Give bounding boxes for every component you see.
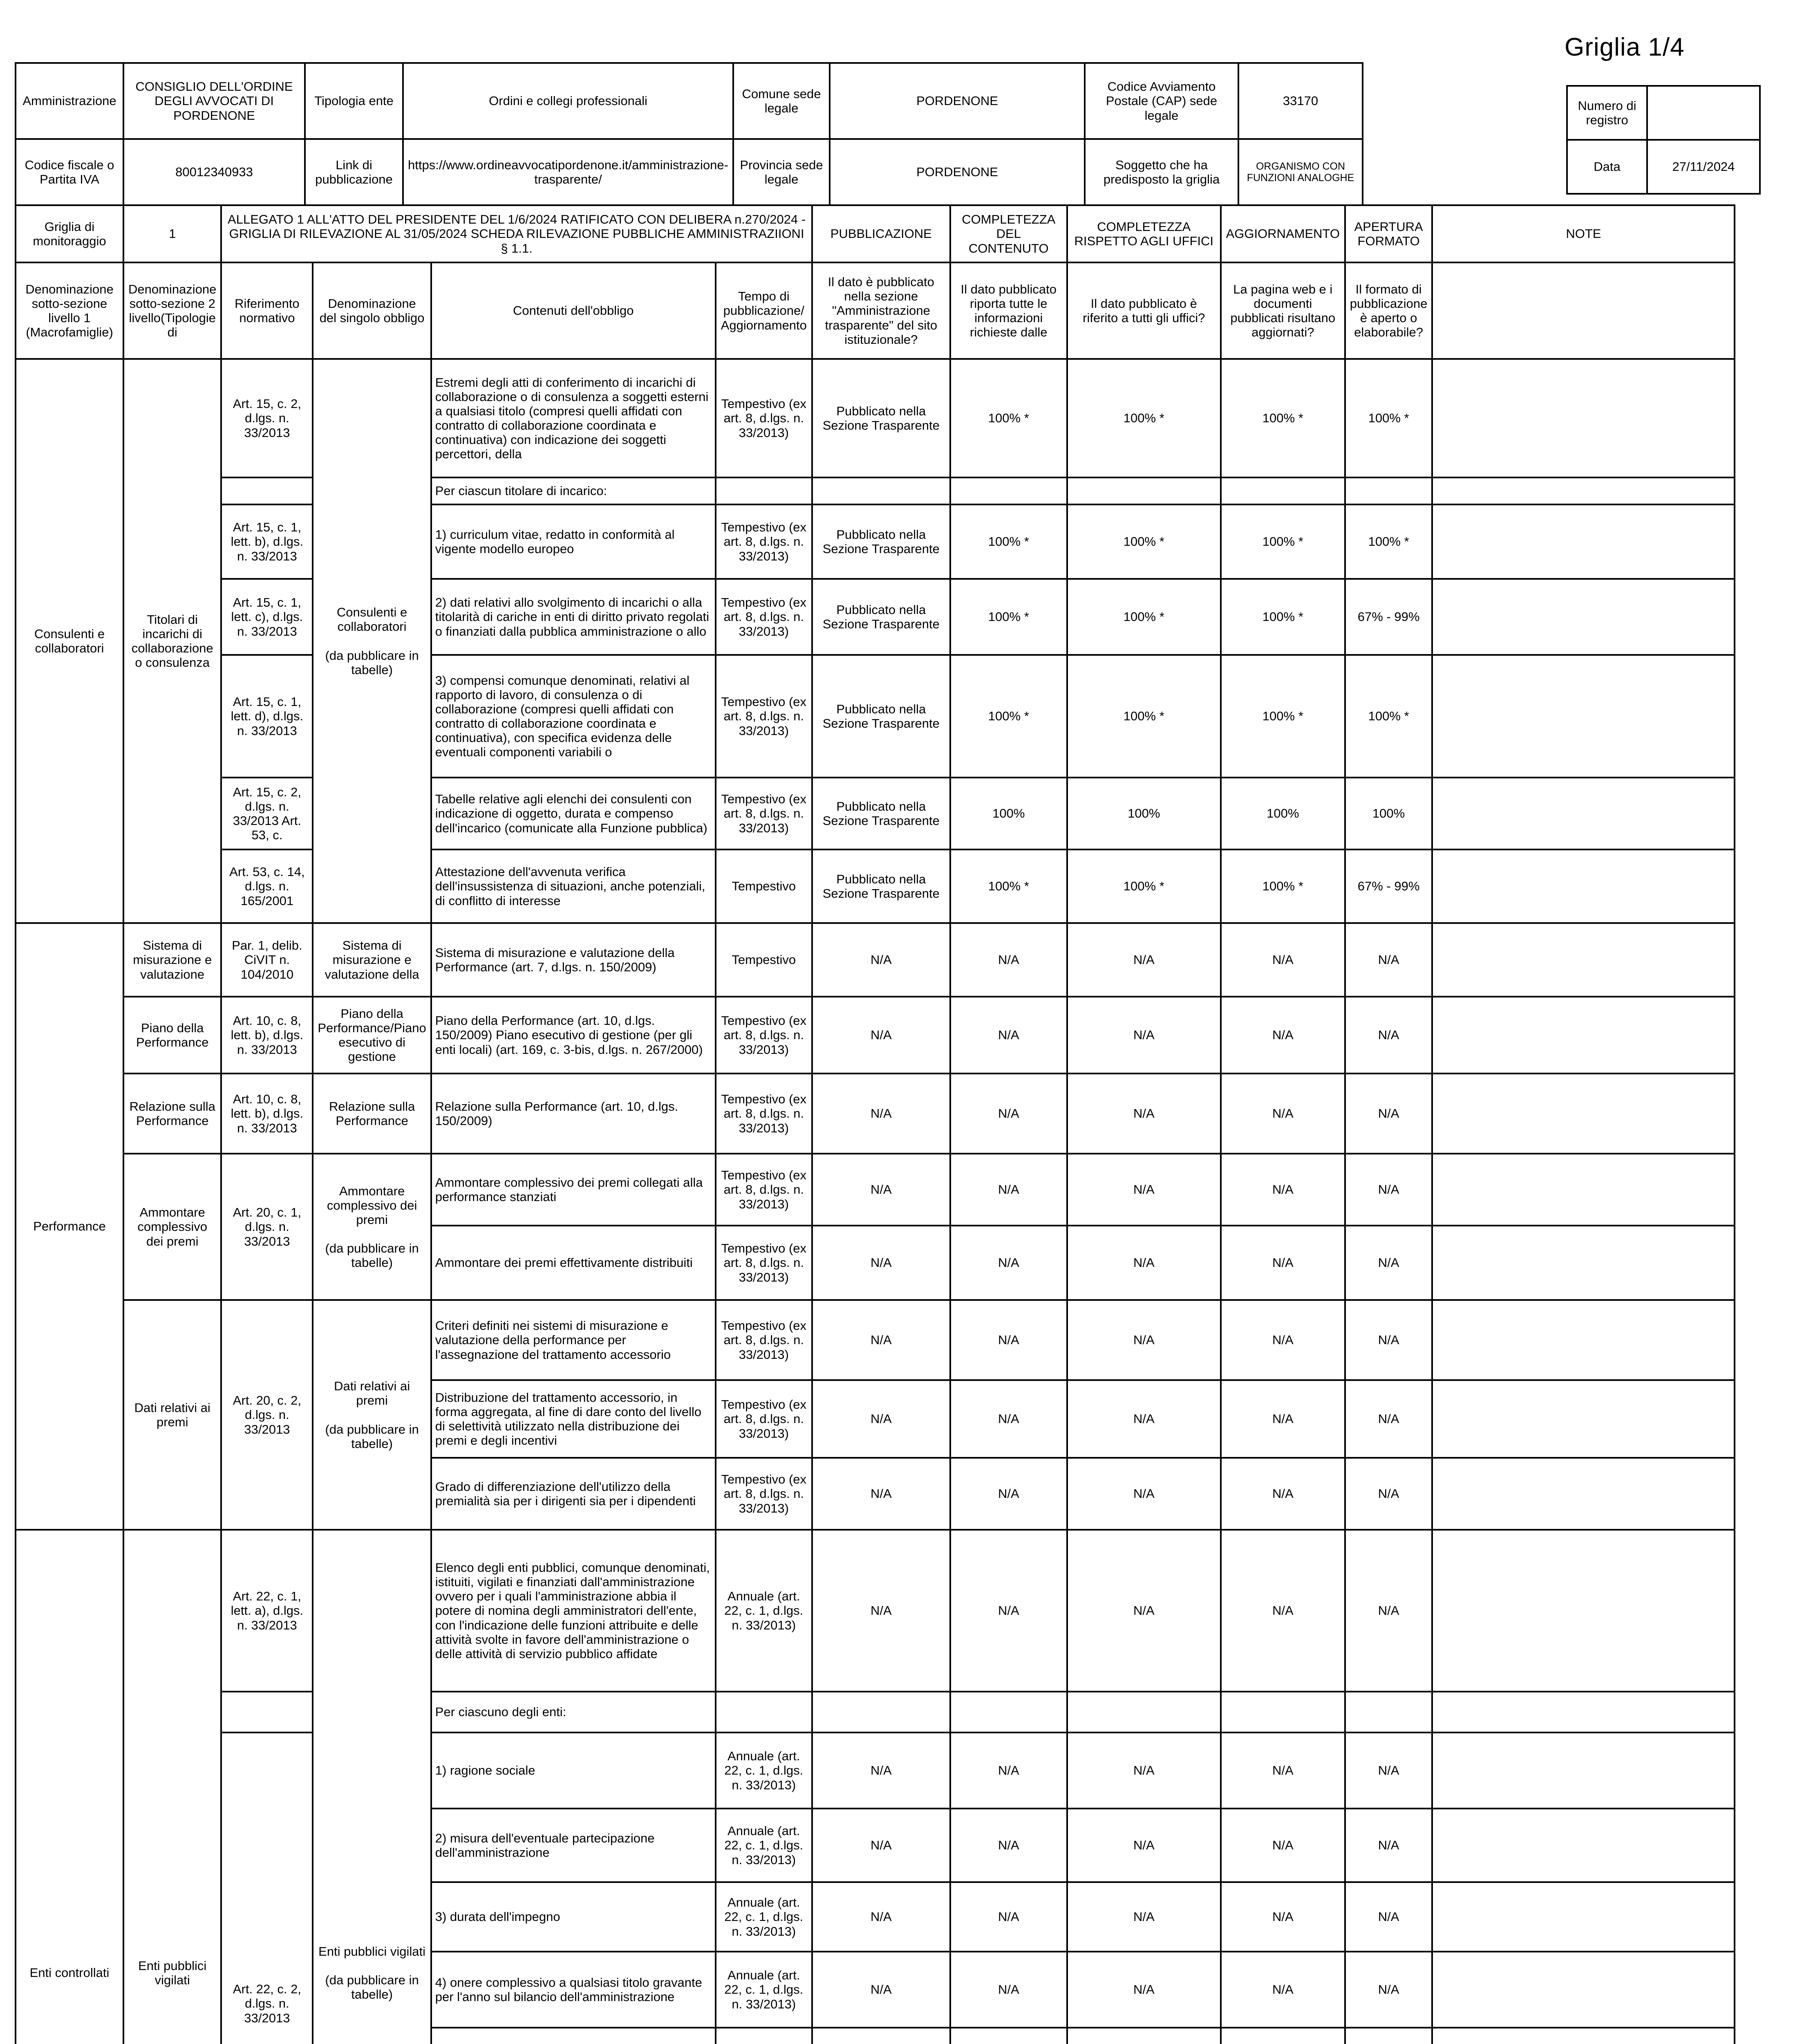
reference-cell: Art. 10, c. 8, lett. b), d.lgs. n. 33/2013 <box>221 997 313 1074</box>
tempo-cell: Tempestivo (ex art. 8, d.lgs. n. 33/2013) <box>716 359 812 477</box>
uffici-cell <box>1067 1692 1221 1732</box>
completezza-contenuto-header: COMPLETEZZA DEL CONTENUTO <box>950 205 1067 262</box>
tempo-cell: Tempestivo (ex art. 8, d.lgs. n. 33/2013) <box>716 655 812 778</box>
completezza-cell: N/A <box>950 1952 1067 2028</box>
note-cell <box>1432 997 1735 1074</box>
table-row <box>16 504 1735 579</box>
amministrazione-value: CONSIGLIO DELL'ORDINE DEGLI AVVOCATI DI PORDENONE <box>123 63 305 139</box>
table-row <box>16 997 1735 1074</box>
uffici-cell: 100% * <box>1067 849 1221 923</box>
tipologia-value: Ordini e collegi professionali <box>403 63 733 139</box>
note-cell <box>1432 1154 1735 1226</box>
formato-cell: N/A <box>1345 1458 1433 1530</box>
formato-cell: 67% - 99% <box>1345 579 1433 655</box>
aggiornamento-cell: N/A <box>1221 923 1345 997</box>
col-tempo-header: Tempo di pubblicazione/ Aggiornamento <box>716 262 812 359</box>
group-level2-cell: Relazione sulla Performance <box>123 1074 221 1154</box>
pubblicazione-cell: N/A <box>812 1226 950 1300</box>
col-liv2-header: Denominazione sotto-sezione 2 livello(Tipologie di <box>123 262 221 359</box>
completezza-cell: N/A <box>950 923 1067 997</box>
pubblicazione-cell: N/A <box>812 1074 950 1154</box>
group-level2-cell: Enti pubblici vigilati <box>123 1530 221 2044</box>
tempo-cell: Annuale (art. 22, c. 1, d.lgs. n. 33/2013) <box>716 1530 812 1692</box>
table-row <box>16 923 1735 997</box>
completezza-cell: N/A <box>950 1226 1067 1300</box>
uffici-cell: N/A <box>1067 1458 1221 1530</box>
pubblicazione-cell: N/A <box>812 1732 950 1809</box>
completezza-cell: 100% <box>950 778 1067 849</box>
link-label: Link di pubblicazione <box>305 139 403 205</box>
uffici-cell: 100% * <box>1067 504 1221 579</box>
completezza-cell: N/A <box>950 1809 1067 1882</box>
table-row <box>16 359 1735 477</box>
formato-cell <box>1345 1692 1433 1732</box>
aggiornamento-cell: N/A <box>1221 1154 1345 1226</box>
content-cell: Estremi degli atti di conferimento di incarichi di collaborazione o di consulenza a soggetti esterni a qualsiasi titolo (compresi quelli affidati con contratto di collaborazione coordinata e continuativa) con indicazione dei soggetti percettori, della <box>431 359 716 477</box>
note-cell <box>1432 1074 1735 1154</box>
provincia-value: PORDENONE <box>830 139 1085 205</box>
uffici-cell: N/A <box>1067 1530 1221 1692</box>
group-level1-cell: Performance <box>16 923 123 1530</box>
tempo-cell: Annuale (art. 22, c. 1, d.lgs. n. 33/2013) <box>716 1882 812 1952</box>
note-cell <box>1432 1226 1735 1300</box>
note-cell <box>1432 1882 1735 1952</box>
pubblicazione-cell: N/A <box>812 997 950 1074</box>
pubblicazione-cell: Pubblicato nella Sezione Trasparente <box>812 504 950 579</box>
note-cell <box>1432 1952 1735 2028</box>
aggiornamento-cell: N/A <box>1221 1882 1345 1952</box>
pubblicazione-cell: Pubblicato nella Sezione Trasparente <box>812 849 950 923</box>
pubblicazione-cell <box>812 477 950 504</box>
note-cell <box>1432 923 1735 997</box>
pubblicazione-cell: N/A <box>812 1380 950 1458</box>
table-row <box>16 778 1735 849</box>
registro-label: Numero di registro <box>1567 86 1647 140</box>
completezza-cell: N/A <box>950 1530 1067 1692</box>
reference-cell: Art. 22, c. 2, d.lgs. n. 33/2013 <box>221 1732 313 2044</box>
group-level2-cell: Dati relativi ai premi <box>123 1300 221 1530</box>
registro-value <box>1647 86 1760 140</box>
completezza-cell: N/A <box>950 1154 1067 1226</box>
note-cell <box>1432 1692 1735 1732</box>
aggiornamento-cell: N/A <box>1221 1530 1345 1692</box>
tempo-cell: Tempestivo (ex art. 8, d.lgs. n. 33/2013) <box>716 1074 812 1154</box>
formato-cell: N/A <box>1345 1530 1433 1692</box>
uffici-cell: N/A <box>1067 1226 1221 1300</box>
note-header: NOTE <box>1432 205 1735 262</box>
aggiornamento-cell <box>1221 1692 1345 1732</box>
formato-cell: 100% * <box>1345 655 1433 778</box>
group-level1-cell: Enti controllati <box>16 1530 123 2044</box>
uffici-cell <box>1067 2028 1221 2044</box>
group-level2-cell: Sistema di misurazione e valutazione <box>123 923 221 997</box>
completezza-cell: N/A <box>950 1458 1067 1530</box>
aggiornamento-cell: N/A <box>1221 1952 1345 2028</box>
note-cell <box>1432 1530 1735 1692</box>
completezza-cell: 100% * <box>950 359 1067 477</box>
content-cell: Relazione sulla Performance (art. 10, d.lgs. 150/2009) <box>431 1074 716 1154</box>
tempo-cell <box>716 2028 812 2044</box>
allegato-title: ALLEGATO 1 ALL'ATTO DEL PRESIDENTE DEL 1/6/2024 RATIFICATO CON DELIBERA n.270/2024 - GRIGLIA DI RILEVAZIONE AL 31/05/2024 SCHEDA RILEVAZIONE PUBBLICHE AMMINISTRAZIIONI § 1.1. <box>221 205 812 262</box>
col-uff-header: Il dato pubblicato è riferito a tutti gli uffici? <box>1067 262 1221 359</box>
aggiornamento-cell: 100% * <box>1221 504 1345 579</box>
obligation-name-cell: Consulenti e collaboratori (da pubblicare in tabelle) <box>313 359 431 923</box>
reference-cell <box>221 477 313 504</box>
uffici-cell: 100% * <box>1067 579 1221 655</box>
comune-value: PORDENONE <box>830 63 1085 139</box>
content-cell: 1) curriculum vitae, redatto in conformità al vigente modello europeo <box>431 504 716 579</box>
group-level2-cell: Titolari di incarichi di collaborazione o consulenza <box>123 359 221 923</box>
note-cell <box>1432 1300 1735 1380</box>
table-row <box>16 1074 1735 1154</box>
note-cell <box>1432 2028 1735 2044</box>
aggiornamento-cell <box>1221 477 1345 504</box>
tempo-cell: Tempestivo (ex art. 8, d.lgs. n. 33/2013) <box>716 1380 812 1458</box>
reference-cell: Art. 20, c. 1, d.lgs. n. 33/2013 <box>221 1154 313 1300</box>
completezza-cell: 100% * <box>950 849 1067 923</box>
uffici-cell: N/A <box>1067 1809 1221 1882</box>
pubblicazione-cell: Pubblicato nella Sezione Trasparente <box>812 359 950 477</box>
formato-cell: N/A <box>1345 1882 1433 1952</box>
tempo-cell: Tempestivo (ex art. 8, d.lgs. n. 33/2013) <box>716 1226 812 1300</box>
note-cell <box>1432 778 1735 849</box>
apertura-header: APERTURA FORMATO <box>1345 205 1433 262</box>
note-cell <box>1432 849 1735 923</box>
formato-cell: 67% - 99% <box>1345 849 1433 923</box>
completezza-cell: N/A <box>950 1380 1067 1458</box>
note-cell <box>1432 1380 1735 1458</box>
reference-cell: Par. 1, delib. CiVIT n. 104/2010 <box>221 923 313 997</box>
obligation-name-cell: Dati relativi ai premi (da pubblicare in tabelle) <box>313 1300 431 1530</box>
content-cell: 3) durata dell'impegno <box>431 1882 716 1952</box>
tempo-cell: Tempestivo (ex art. 8, d.lgs. n. 33/2013) <box>716 1300 812 1380</box>
table-row <box>16 579 1735 655</box>
completezza-uffici-header: COMPLETEZZA RISPETTO AGLI UFFICI <box>1067 205 1221 262</box>
uffici-cell: N/A <box>1067 1732 1221 1809</box>
amministrazione-label: Amministrazione <box>16 63 123 139</box>
aggiornamento-cell: N/A <box>1221 1458 1345 1530</box>
table-row <box>16 849 1735 923</box>
table-row <box>16 1732 1735 1809</box>
formato-cell: 100% * <box>1345 359 1433 477</box>
reference-cell: Art. 15, c. 1, lett. b), d.lgs. n. 33/2013 <box>221 504 313 579</box>
obligation-name-cell: Ammontare complessivo dei premi (da pubblicare in tabelle) <box>313 1154 431 1300</box>
table-row <box>16 1530 1735 1692</box>
col-pub-header: Il dato è pubblicato nella sezione "Amministrazione trasparente" del sito istituzionale? <box>812 262 950 359</box>
table-row <box>16 1300 1735 1380</box>
content-cell: Per ciascuno degli enti: <box>431 1692 716 1732</box>
tempo-cell: Tempestivo (ex art. 8, d.lgs. n. 33/2013) <box>716 1154 812 1226</box>
col-note-header <box>1432 262 1735 359</box>
content-cell: Piano della Performance (art. 10, d.lgs. 150/2009) Piano esecutivo di gestione (per gli enti locali) (art. 169, c. 3-bis, d.lgs. n. 267/2000) <box>431 997 716 1074</box>
tempo-cell <box>716 1692 812 1732</box>
side-table <box>1566 85 1761 195</box>
pubblicazione-cell: N/A <box>812 1458 950 1530</box>
uffici-cell: N/A <box>1067 1952 1221 2028</box>
data-value: 27/11/2024 <box>1647 140 1760 194</box>
aggiornamento-cell: 100% <box>1221 778 1345 849</box>
grid-table <box>15 204 1735 2044</box>
col-rif-header: Riferimento normativo <box>221 262 313 359</box>
col-cont-header: Contenuti dell'obbligo <box>431 262 716 359</box>
pubblicazione-cell: N/A <box>812 923 950 997</box>
col-den-header: Denominazione del singolo obbligo <box>313 262 431 359</box>
completezza-cell <box>950 477 1067 504</box>
reference-cell: Art. 10, c. 8, lett. b), d.lgs. n. 33/2013 <box>221 1074 313 1154</box>
formato-cell: N/A <box>1345 1732 1433 1809</box>
cap-value: 33170 <box>1238 63 1363 139</box>
reference-cell: Art. 15, c. 1, lett. c), d.lgs. n. 33/2013 <box>221 579 313 655</box>
pubblicazione-header: PUBBLICAZIONE <box>812 205 950 262</box>
soggetto-label: Soggetto che ha predisposto la griglia <box>1085 139 1238 205</box>
pubblicazione-cell: N/A <box>812 1154 950 1226</box>
content-cell: Criteri definiti nei sistemi di misurazione e valutazione della performance per l'assegnazione del trattamento accessorio <box>431 1300 716 1380</box>
formato-cell: N/A <box>1345 1380 1433 1458</box>
content-cell: Grado di differenziazione dell'utilizzo della premialità sia per i dirigenti sia per i dipendenti <box>431 1458 716 1530</box>
pubblicazione-cell: Pubblicato nella Sezione Trasparente <box>812 778 950 849</box>
col-compl-header: Il dato pubblicato riporta tutte le informazioni richieste dalle <box>950 262 1067 359</box>
cf-label: Codice fiscale o Partita IVA <box>16 139 123 205</box>
content-cell: Per ciascun titolare di incarico: <box>431 477 716 504</box>
aggiornamento-cell: N/A <box>1221 1809 1345 1882</box>
aggiornamento-cell: N/A <box>1221 1226 1345 1300</box>
formato-cell: 100% <box>1345 778 1433 849</box>
content-cell: 3) compensi comunque denominati, relativi al rapporto di lavoro, di consulenza o di collaborazione (compresi quelli affidati con contratto di collaborazione coordinata e continuativa), con specifica evidenza delle eventuali componenti variabili o <box>431 655 716 778</box>
aggiornamento-cell: 100% * <box>1221 849 1345 923</box>
obligation-name-cell: Sistema di misurazione e valutazione della <box>313 923 431 997</box>
pubblicazione-cell <box>812 2028 950 2044</box>
completezza-cell: 100% * <box>950 655 1067 778</box>
provincia-label: Provincia sede legale <box>733 139 830 205</box>
tempo-cell: Tempestivo (ex art. 8, d.lgs. n. 33/2013) <box>716 997 812 1074</box>
aggiornamento-cell: 100% * <box>1221 579 1345 655</box>
soggetto-value: ORGANISMO CON FUNZIONI ANALOGHE <box>1238 139 1363 205</box>
uffici-cell: N/A <box>1067 1882 1221 1952</box>
tempo-cell: Tempestivo <box>716 849 812 923</box>
reference-cell: Art. 15, c. 2, d.lgs. n. 33/2013 Art. 53, c. <box>221 778 313 849</box>
aggiornamento-cell: N/A <box>1221 1732 1345 1809</box>
aggiornamento-cell <box>1221 2028 1345 2044</box>
table-row <box>16 1692 1735 1732</box>
aggiornamento-cell: N/A <box>1221 1300 1345 1380</box>
formato-cell: N/A <box>1345 1154 1433 1226</box>
content-cell: Ammontare dei premi effettivamente distribuiti <box>431 1226 716 1300</box>
tipologia-label: Tipologia ente <box>305 63 403 139</box>
aggiornamento-cell: 100% * <box>1221 655 1345 778</box>
tempo-cell: Annuale (art. 22, c. 1, d.lgs. n. 33/2013) <box>716 1952 812 2028</box>
note-cell <box>1432 477 1735 504</box>
note-cell <box>1432 1809 1735 1882</box>
tempo-cell: Annuale (art. 22, c. 1, d.lgs. n. 33/2013) <box>716 1809 812 1882</box>
uffici-cell: N/A <box>1067 1380 1221 1458</box>
reference-cell: Art. 22, c. 1, lett. a), d.lgs. n. 33/2013 <box>221 1530 313 1692</box>
content-cell: Tabelle relative agli elenchi dei consulenti con indicazione di oggetto, durata e compenso dell'incarico (comunicate alla Funzione pubblica) <box>431 778 716 849</box>
formato-cell <box>1345 2028 1433 2044</box>
formato-cell: N/A <box>1345 1809 1433 1882</box>
uffici-cell: N/A <box>1067 1154 1221 1226</box>
group-level2-cell: Ammontare complessivo dei premi <box>123 1154 221 1300</box>
header-table <box>15 62 1363 206</box>
cf-value: 80012340933 <box>123 139 305 205</box>
completezza-cell: 100% * <box>950 579 1067 655</box>
pubblicazione-cell: N/A <box>812 1809 950 1882</box>
tempo-cell: Tempestivo (ex art. 8, d.lgs. n. 33/2013) <box>716 1458 812 1530</box>
col-fmt-header: Il formato di pubblicazione è aperto o elaborabile? <box>1345 262 1433 359</box>
pubblicazione-cell: N/A <box>812 1300 950 1380</box>
content-cell: 2) dati relativi allo svolgimento di incarichi o alla titolarità di cariche in enti di diritto privato regolati o finanziati dalla pubblica amministrazione o allo <box>431 579 716 655</box>
completezza-cell: N/A <box>950 1732 1067 1809</box>
formato-cell: 100% * <box>1345 504 1433 579</box>
col-agg-header: La pagina web e i documenti pubblicati risultano aggiornati? <box>1221 262 1345 359</box>
pubblicazione-cell: N/A <box>812 1530 950 1692</box>
pubblicazione-cell: N/A <box>812 1952 950 2028</box>
formato-cell: N/A <box>1345 1300 1433 1380</box>
reference-cell: Art. 15, c. 1, lett. d), d.lgs. n. 33/2013 <box>221 655 313 778</box>
tempo-cell: Tempestivo (ex art. 8, d.lgs. n. 33/2013) <box>716 504 812 579</box>
link-value[interactable]: https://www.ordineavvocatipordenone.it/amministrazione-trasparente/ <box>403 139 733 205</box>
group-level1-cell: Consulenti e collaboratori <box>16 359 123 923</box>
griglia-label: Griglia di monitoraggio <box>16 205 123 262</box>
data-label: Data <box>1567 140 1647 194</box>
note-cell <box>1432 504 1735 579</box>
uffici-cell: N/A <box>1067 997 1221 1074</box>
aggiornamento-cell: N/A <box>1221 1074 1345 1154</box>
uffici-cell: N/A <box>1067 923 1221 997</box>
cap-label: Codice Avviamento Postale (CAP) sede legale <box>1085 63 1238 139</box>
griglia-value: 1 <box>123 205 221 262</box>
note-cell <box>1432 359 1735 477</box>
completezza-cell: N/A <box>950 1300 1067 1380</box>
uffici-cell: 100% * <box>1067 655 1221 778</box>
note-cell <box>1432 1732 1735 1809</box>
reference-cell: Art. 15, c. 2, d.lgs. n. 33/2013 <box>221 359 313 477</box>
table-row <box>16 477 1735 504</box>
formato-cell <box>1345 477 1433 504</box>
obligation-name-cell: Relazione sulla Performance <box>313 1074 431 1154</box>
aggiornamento-cell: N/A <box>1221 997 1345 1074</box>
content-cell <box>431 2028 716 2044</box>
aggiornamento-header: AGGIORNAMENTO <box>1221 205 1345 262</box>
tempo-cell <box>716 477 812 504</box>
formato-cell: N/A <box>1345 1226 1433 1300</box>
completezza-cell: N/A <box>950 1882 1067 1952</box>
tempo-cell: Tempestivo (ex art. 8, d.lgs. n. 33/2013) <box>716 579 812 655</box>
uffici-cell <box>1067 477 1221 504</box>
page-title: Griglia 1/4 <box>1565 33 1685 61</box>
formato-cell: N/A <box>1345 997 1433 1074</box>
group-level2-cell: Piano della Performance <box>123 997 221 1074</box>
completezza-cell: N/A <box>950 997 1067 1074</box>
content-cell: Sistema di misurazione e valutazione della Performance (art. 7, d.lgs. n. 150/2009) <box>431 923 716 997</box>
formato-cell: N/A <box>1345 1952 1433 2028</box>
comune-label: Comune sede legale <box>733 63 830 139</box>
uffici-cell: 100% * <box>1067 359 1221 477</box>
content-cell: 2) misura dell'eventuale partecipazione dell'amministrazione <box>431 1809 716 1882</box>
content-cell: 4) onere complessivo a qualsiasi titolo gravante per l'anno sul bilancio dell'amministrazione <box>431 1952 716 2028</box>
content-cell: Elenco degli enti pubblici, comunque denominati, istituiti, vigilati e finanziati dall'amministrazione ovvero per i quali l'amministrazione abbia il potere di nomina degli amministratori dell'ente, con l'indicazione delle funzioni attribuite e delle attività svolte in favore dell'amministrazione o delle attività di servizio pubblico affidate <box>431 1530 716 1692</box>
pubblicazione-cell <box>812 1692 950 1732</box>
uffici-cell: 100% <box>1067 778 1221 849</box>
uffici-cell: N/A <box>1067 1074 1221 1154</box>
note-cell <box>1432 655 1735 778</box>
pubblicazione-cell: Pubblicato nella Sezione Trasparente <box>812 579 950 655</box>
obligation-name-cell: Enti pubblici vigilati (da pubblicare in tabelle) <box>313 1530 431 2044</box>
table-row <box>16 655 1735 778</box>
completezza-cell: N/A <box>950 1074 1067 1154</box>
pubblicazione-cell: Pubblicato nella Sezione Trasparente <box>812 655 950 778</box>
content-cell: Ammontare complessivo dei premi collegati alla performance stanziati <box>431 1154 716 1226</box>
uffici-cell: N/A <box>1067 1300 1221 1380</box>
col-liv1-header: Denominazione sotto-sezione livello 1 (Macrofamiglie) <box>16 262 123 359</box>
content-cell: Distribuzione del trattamento accessorio, in forma aggregata, al fine di dare conto del livello di selettività utilizzato nella distribuzione dei premi e degli incentivi <box>431 1380 716 1458</box>
completezza-cell <box>950 2028 1067 2044</box>
tempo-cell: Tempestivo <box>716 923 812 997</box>
pubblicazione-cell: N/A <box>812 1882 950 1952</box>
completezza-cell <box>950 1692 1067 1732</box>
table-row <box>16 1154 1735 1226</box>
aggiornamento-cell: 100% * <box>1221 359 1345 477</box>
note-cell <box>1432 579 1735 655</box>
reference-cell: Art. 53, c. 14, d.lgs. n. 165/2001 <box>221 849 313 923</box>
formato-cell: N/A <box>1345 923 1433 997</box>
reference-cell: Art. 20, c. 2, d.lgs. n. 33/2013 <box>221 1300 313 1530</box>
aggiornamento-cell: N/A <box>1221 1380 1345 1458</box>
note-cell <box>1432 1458 1735 1530</box>
content-cell: Attestazione dell'avvenuta verifica dell'insussistenza di situazioni, anche potenziali, di conflitto di interesse <box>431 849 716 923</box>
content-cell: 1) ragione sociale <box>431 1732 716 1809</box>
reference-cell <box>221 1692 313 1732</box>
tempo-cell: Tempestivo (ex art. 8, d.lgs. n. 33/2013) <box>716 778 812 849</box>
tempo-cell: Annuale (art. 22, c. 1, d.lgs. n. 33/2013) <box>716 1732 812 1809</box>
completezza-cell: 100% * <box>950 504 1067 579</box>
formato-cell: N/A <box>1345 1074 1433 1154</box>
obligation-name-cell: Piano della Performance/Piano esecutivo di gestione <box>313 997 431 1074</box>
